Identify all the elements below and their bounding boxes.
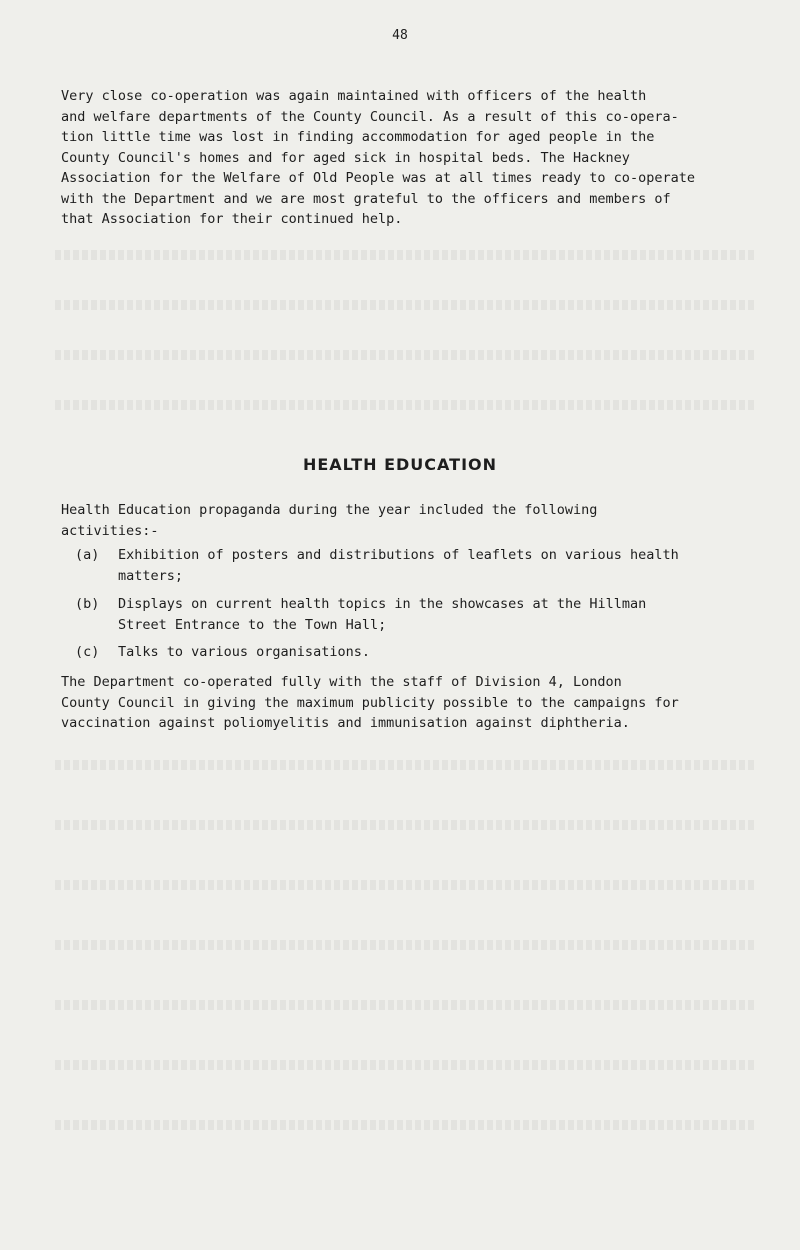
show-through-texture xyxy=(55,1120,755,1130)
show-through-texture xyxy=(55,250,755,260)
list-marker: (b) xyxy=(75,596,100,612)
intro-paragraph xyxy=(61,86,751,230)
intro-line: Health Education propaganda during the year included the following xyxy=(61,502,598,518)
show-through-texture xyxy=(55,300,755,310)
intro-line: tion little time was lost in finding accommodation for aged people in the xyxy=(61,129,655,145)
closing-line: County Council in giving the maximum publicity possible to the campaigns for xyxy=(61,694,679,711)
intro-line: activities:- xyxy=(61,522,159,539)
closing-line: The Department co-operated fully with the staff of Division 4, London xyxy=(61,674,622,690)
intro-line: and welfare departments of the County Council. As a result of this co-opera- xyxy=(61,108,679,125)
intro-line: that Association for their continued help. xyxy=(61,211,403,227)
list-item-line: matters; xyxy=(118,567,184,584)
show-through-texture xyxy=(55,820,755,830)
intro-line: Association for the Welfare of Old People was at all times ready to co-operate xyxy=(61,170,695,186)
page-number: 48 xyxy=(392,28,408,43)
show-through-texture xyxy=(55,880,755,890)
show-through-texture xyxy=(55,940,755,950)
list-item-line: Street Entrance to the Town Hall; xyxy=(118,616,387,633)
list-marker: (c) xyxy=(75,644,100,660)
closing-line: vaccination against poliomyelitis and immunisation against diphtheria. xyxy=(61,715,630,731)
intro-line: Very close co-operation was again maintained with officers of the health xyxy=(61,88,647,104)
show-through-texture xyxy=(55,760,755,770)
list-item-text xyxy=(118,642,370,663)
health-education-intro xyxy=(61,500,751,541)
show-through-texture xyxy=(55,1000,755,1010)
list-item-text xyxy=(118,545,679,586)
list-item-line: Talks to various organisations. xyxy=(118,644,370,660)
list-marker: (a) xyxy=(75,547,100,563)
section-heading: HEALTH EDUCATION xyxy=(302,455,498,474)
intro-line: with the Department and we are most grateful to the officers and members of xyxy=(61,190,671,207)
list-item-line: Displays on current health topics in the showcases at the Hillman xyxy=(118,596,647,612)
show-through-texture xyxy=(55,400,755,410)
intro-line: County Council's homes and for aged sick in hospital beds. The Hackney xyxy=(61,149,630,166)
show-through-texture xyxy=(55,350,755,360)
closing-paragraph xyxy=(61,672,751,734)
show-through-texture xyxy=(55,1060,755,1070)
list-item-text xyxy=(118,594,646,635)
list-item-line: Exhibition of posters and distributions of leaflets on various health xyxy=(118,547,679,563)
